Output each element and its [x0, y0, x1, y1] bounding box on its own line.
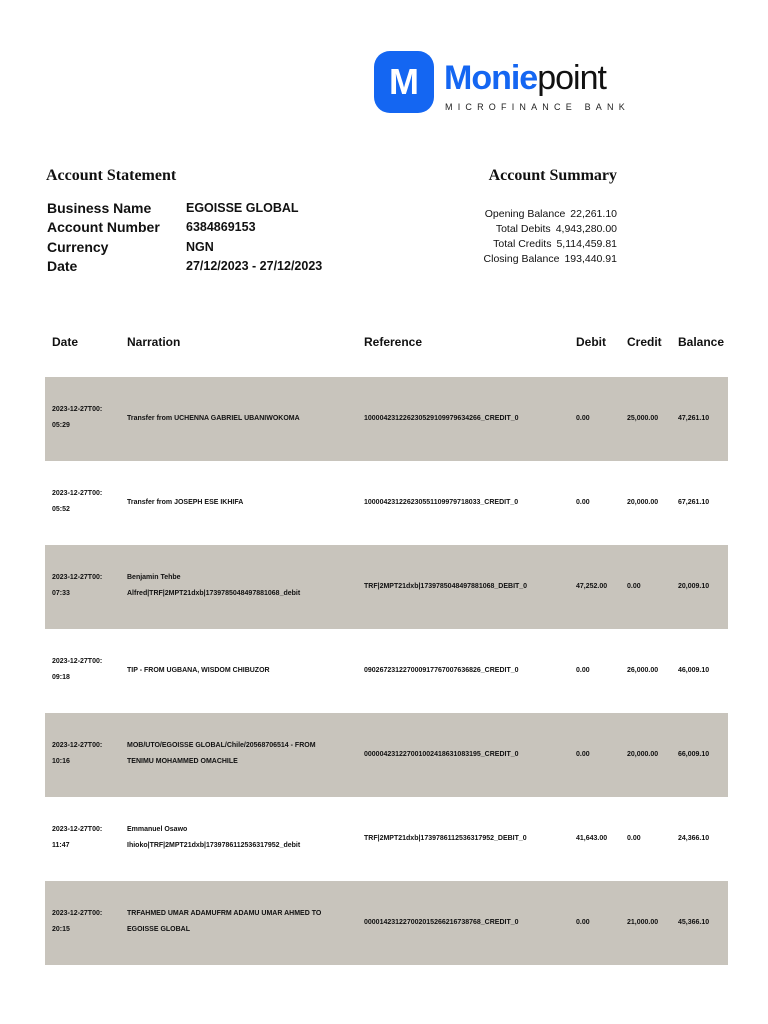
date-part: 2023-12-27T00:: [52, 742, 103, 749]
info-value: EGOISSE GLOBAL: [186, 200, 299, 215]
cell-reference: TRF|2MPT21dxb|1739786112536317952_DEBIT_0: [364, 835, 527, 842]
summary-label: Opening Balance: [484, 207, 566, 220]
cell-debit: 41,643.00: [576, 835, 608, 842]
narration-line: Transfer from JOSEPH ESE IKHIFA: [127, 499, 244, 506]
cell-debit: 0.00: [576, 415, 590, 422]
logo-mark-letter: M: [389, 61, 419, 102]
cell-credit: 20,000.00: [627, 751, 659, 758]
cell-balance: 45,366.10: [678, 919, 710, 926]
cell-reference: 000004231227001002418631083195_CREDIT_0: [364, 751, 519, 758]
cell-date: [52, 486, 126, 518]
time-part: 05:29: [52, 422, 70, 429]
cell-narration: [127, 411, 352, 427]
narration-line: TENIMU MOHAMMED OMACHILE: [127, 758, 238, 765]
cell-credit: 0.00: [627, 583, 641, 590]
date-part: 2023-12-27T00:: [52, 574, 103, 581]
header-date: Date: [52, 335, 79, 349]
cell-date: [52, 738, 126, 770]
info-value: NGN: [186, 239, 214, 254]
currency-row: [47, 237, 322, 257]
cell-credit: 25,000.00: [627, 415, 659, 422]
summary-value: 4,943,280.00: [555, 222, 617, 235]
summary-label: Total Credits: [493, 237, 552, 250]
table-row: [45, 713, 728, 797]
time-part: 09:18: [52, 674, 70, 681]
cell-narration: [127, 570, 352, 602]
cell-balance: 66,009.10: [678, 751, 710, 758]
summary-row: [484, 236, 617, 251]
account-statement-title: Account Statement: [46, 167, 177, 184]
info-label: Currency: [47, 238, 109, 255]
cell-narration: [127, 822, 352, 854]
date-part: 2023-12-27T00:: [52, 826, 103, 833]
narration-line: TIP - FROM UGBANA, WISDOM CHIBUZOR: [127, 667, 270, 674]
cell-balance: 20,009.10: [678, 583, 710, 590]
cell-debit: 0.00: [576, 499, 590, 506]
table-header: [0, 335, 768, 353]
summary-row: [484, 221, 617, 236]
cell-balance: 67,261.10: [678, 499, 710, 506]
summary-row: [484, 251, 617, 266]
cell-reference: 100004231226230551109979718033_CREDIT_0: [364, 499, 519, 506]
summary-label: Closing Balance: [483, 252, 560, 265]
cell-reference: 000014231227002015266216738768_CREDIT_0: [364, 919, 519, 926]
cell-credit: 20,000.00: [627, 499, 659, 506]
narration-line: TRFAHMED UMAR ADAMUFRM ADAMU UMAR AHMED TO: [127, 910, 322, 917]
narration-line: Emmanuel Osawo: [127, 826, 188, 833]
table-row: [45, 881, 728, 965]
narration-line: EGOISSE GLOBAL: [127, 926, 191, 933]
table-row: [45, 545, 728, 629]
header-narration: Narration: [127, 335, 181, 349]
narration-line: Benjamin Tehbe: [127, 574, 181, 581]
date-part: 2023-12-27T00:: [52, 658, 103, 665]
table-row: [45, 377, 728, 461]
cell-reference: 100004231226230529109979634266_CREDIT_0: [364, 415, 519, 422]
time-part: 10:16: [52, 758, 70, 765]
cell-reference: TRF|2MPT21dxb|1739785048497881068_DEBIT_0: [364, 583, 528, 590]
summary-row: [484, 206, 617, 221]
summary-value: 5,114,459.81: [556, 237, 617, 250]
cell-date: [52, 654, 126, 686]
info-label: Account Number: [47, 219, 160, 236]
cell-balance: 46,009.10: [678, 667, 710, 674]
summary-label: Total Debits: [495, 222, 551, 235]
info-label: Date: [47, 258, 78, 275]
cell-narration: [127, 906, 352, 938]
logo-word-bold: Monie: [444, 59, 538, 97]
cell-credit: 26,000.00: [627, 667, 659, 674]
cell-narration: [127, 663, 352, 679]
cell-balance: 24,366.10: [678, 835, 710, 842]
cell-debit: 0.00: [576, 667, 590, 674]
header-credit: Credit: [627, 335, 662, 349]
info-label: Business Name: [47, 199, 152, 216]
header-debit: Debit: [576, 335, 606, 349]
account-summary-title: Account Summary: [488, 167, 617, 184]
cell-date: [52, 570, 126, 602]
logo-mark-icon: [374, 51, 434, 113]
narration-line: MOB/UTO/EGOISSE GLOBAL/Chile/20568706514 - FROM: [127, 742, 316, 749]
summary-value: 193,440.91: [564, 252, 617, 265]
cell-balance: 47,261.10: [678, 415, 710, 422]
account-number-row: [47, 218, 322, 238]
cell-credit: 0.00: [627, 835, 641, 842]
cell-debit: 47,252.00: [576, 583, 608, 590]
time-part: 20:15: [52, 926, 70, 933]
account-info: [47, 198, 322, 276]
time-part: 05:52: [52, 506, 70, 513]
cell-narration: [127, 495, 352, 511]
narration-line: Alfred|TRF|2MPT21dxb|1739785048497881068_debit: [127, 590, 301, 597]
business-name-row: [47, 198, 322, 218]
logo-wordmark: [444, 59, 606, 98]
account-summary: [484, 206, 617, 266]
date-part: 2023-12-27T00:: [52, 910, 103, 917]
info-value: 27/12/2023 - 27/12/2023: [186, 259, 323, 274]
cell-date: [52, 402, 126, 434]
logo-word-light: point: [537, 59, 606, 97]
narration-line: Transfer from UCHENNA GABRIEL UBANIWOKOMA: [127, 415, 300, 422]
header-reference: Reference: [364, 335, 423, 349]
info-value: 6384869153: [186, 220, 256, 235]
summary-value: 22,261.10: [570, 207, 617, 220]
cell-debit: 0.00: [576, 751, 590, 758]
date-part: 2023-12-27T00:: [52, 490, 103, 497]
table-row: [45, 461, 728, 545]
date-part: 2023-12-27T00:: [52, 406, 103, 413]
cell-date: [52, 822, 126, 854]
cell-debit: 0.00: [576, 919, 590, 926]
header-balance: Balance: [678, 335, 725, 349]
table-row: [45, 797, 728, 881]
cell-reference: 090267231227000917767007636826_CREDIT_0: [364, 667, 519, 674]
transactions-table: [45, 377, 728, 965]
narration-line: Ihioko|TRF|2MPT21dxb|1739786112536317952_debit: [127, 842, 301, 849]
date-range-row: [47, 257, 322, 277]
cell-narration: [127, 738, 352, 770]
table-row: [45, 629, 728, 713]
time-part: 07:33: [52, 590, 70, 597]
cell-credit: 21,000.00: [627, 919, 659, 926]
logo-subtitle: MICROFINANCE BANK: [445, 102, 630, 112]
cell-date: [52, 906, 126, 938]
time-part: 11:47: [52, 842, 70, 849]
